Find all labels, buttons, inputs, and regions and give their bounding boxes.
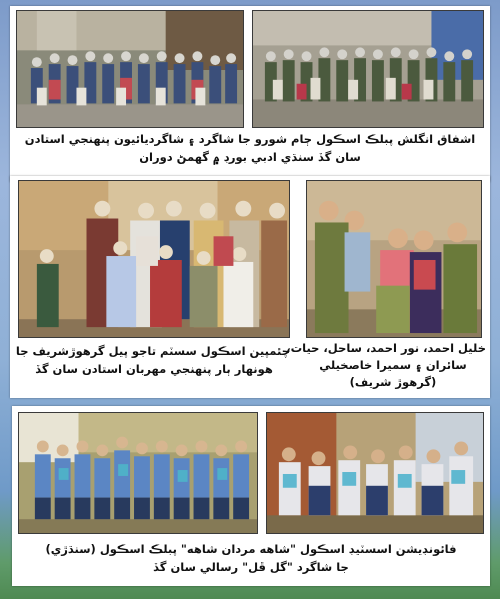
- photo-khaskheli-children: [306, 180, 482, 338]
- photo-students-with-magazine: [266, 412, 484, 534]
- caption-top-line2: سان گڏ سنڌي ادبي بورڊ ۾ گهمڻ دوران: [139, 150, 361, 164]
- photo-school-group-outdoor: [16, 10, 244, 128]
- caption-middle-right-line3: (گرهوڙ شريف): [349, 375, 437, 389]
- caption-top-line1: اشفاق انگلش پبلڪ اسڪول ڄام شورو جا شاگرد ۽ شاگرديائيون پنهنجي استادن: [24, 132, 476, 146]
- caption-middle-left-line1: چئمپين اسڪول سسٽم تاجو پيل گرهوڙشريف جا: [15, 344, 290, 358]
- photo-shah-mardan-school-students: [18, 412, 258, 534]
- caption-middle-left-line2: هونهار ٻار پنهنجي مهربان استادن سان گڏ: [35, 362, 273, 376]
- caption-bottom-line2: جا شاگرد "گل ڦل" رسالي سان گڏ: [153, 560, 349, 574]
- caption-middle-right: [286, 340, 486, 391]
- caption-middle-right-line2: سائران ۽ سميرا خاصخيلي: [319, 358, 467, 372]
- caption-middle-right-line1: خليل احمد، نور احمد، ساحل، حيات،: [286, 341, 486, 355]
- caption-bottom: [20, 540, 482, 576]
- photo-school-group-stairs: [252, 10, 484, 128]
- photo-champion-school-students: [18, 180, 290, 338]
- caption-top: [20, 130, 480, 166]
- caption-middle-left: [15, 342, 290, 378]
- caption-bottom-line1: فائونڊيشن اسسٽيڊ اسڪول "شاهه مردان شاهه" پبلڪ اسڪول (سنڌڙي): [45, 542, 457, 556]
